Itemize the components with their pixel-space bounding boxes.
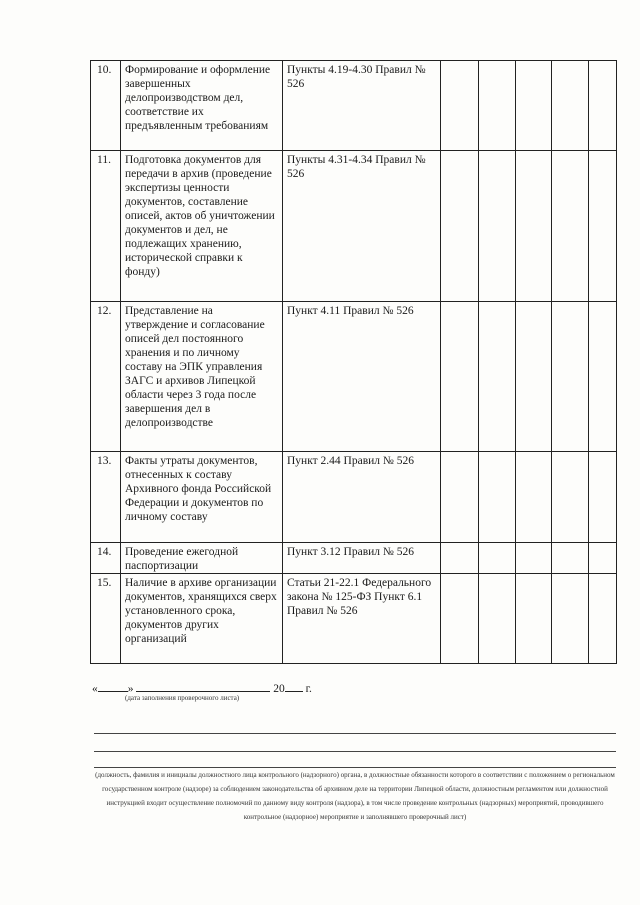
row-number: 11. <box>91 151 121 302</box>
requirement-reference: Пункт 3.12 Правил № 526 <box>283 543 441 574</box>
table-row <box>91 151 617 302</box>
answer-cell-yes[interactable] <box>441 61 479 151</box>
answer-cell-yes[interactable] <box>441 543 479 574</box>
requirement-subject: Факты утраты документов, отнесенных к составу Архивного фонда Российской Федерации и документов по личному составу <box>121 452 283 543</box>
answer-cell-yes[interactable] <box>441 452 479 543</box>
table-row <box>91 574 617 664</box>
answer-cell-extra[interactable] <box>552 302 589 452</box>
answer-cell-not-applicable[interactable] <box>516 574 552 664</box>
requirement-reference: Статьи 21-22.1 Федерального закона № 125-ФЗ Пункт 6.1 Правил № 526 <box>283 574 441 664</box>
table-row <box>91 452 617 543</box>
date-caption: (дата заполнения проверочного листа) <box>125 694 240 702</box>
requirement-reference: Пункт 2.44 Правил № 526 <box>283 452 441 543</box>
answer-cell-extra[interactable] <box>552 151 589 302</box>
requirement-subject: Формирование и оформление завершенных делопроизводством дел, соответствие их предъявленным требованиям <box>121 61 283 151</box>
year-prefix: 20 <box>273 683 285 695</box>
answer-cell-yes[interactable] <box>441 302 479 452</box>
table-row <box>91 302 617 452</box>
answer-cell-yes[interactable] <box>441 574 479 664</box>
row-number: 14. <box>91 543 121 574</box>
answer-cell-extra[interactable] <box>552 574 589 664</box>
signature-line-1[interactable] <box>94 733 616 734</box>
answer-cell-no[interactable] <box>479 302 516 452</box>
month-field[interactable] <box>136 679 270 692</box>
official-signature-caption: (должность, фамилия и инициалы должностного лица контрольного (надзорного) органа, в должностные обязанности которого в соответствии с положением о региональном государственном контроле (надзоре) за соблюдением законодательства об архивном деле на территории Липецкой области, должностным регламентом или должностной инструкцией входит осуществление полномочий по данному виду контроля (надзора), в том числе проведение контрольных (надзорных) мероприятий, проводившего контрольное (надзорное) мероприятие и заполнявшего проверочный лист) <box>95 771 615 821</box>
answer-cell-not-applicable[interactable] <box>516 543 552 574</box>
completion-date-line <box>92 679 312 695</box>
day-field[interactable] <box>98 679 128 692</box>
row-number: 15. <box>91 574 121 664</box>
requirement-reference: Пункты 4.31-4.34 Правил № 526 <box>283 151 441 302</box>
requirement-reference: Пункт 4.11 Правил № 526 <box>283 302 441 452</box>
answer-cell-no[interactable] <box>479 61 516 151</box>
answer-cell-note[interactable] <box>589 151 617 302</box>
requirement-reference: Пункты 4.19-4.30 Правил № 526 <box>283 61 441 151</box>
answer-cell-note[interactable] <box>589 574 617 664</box>
answer-cell-note[interactable] <box>589 302 617 452</box>
table-row <box>91 543 617 574</box>
quote-open: « <box>92 683 98 695</box>
checklist-table <box>90 60 617 664</box>
requirement-subject: Представление на утверждение и согласование описей дел постоянного хранения и по личному составу на ЭПК управления ЗАГС и архивов Липецкой области через 3 года после завершения дел в делопроизводстве <box>121 302 283 452</box>
row-number: 13. <box>91 452 121 543</box>
year-suffix: г. <box>305 683 312 695</box>
answer-cell-no[interactable] <box>479 543 516 574</box>
answer-cell-extra[interactable] <box>552 452 589 543</box>
requirement-subject: Подготовка документов для передачи в архив (проведение экспертизы ценности документов, составление описей, актов об уничтожении документов и дел, не подлежащих хранению, исторической справки к фонду) <box>121 151 283 302</box>
signature-line-2[interactable] <box>94 751 616 752</box>
answer-cell-not-applicable[interactable] <box>516 151 552 302</box>
answer-cell-not-applicable[interactable] <box>516 302 552 452</box>
table-row <box>91 61 617 151</box>
answer-cell-note[interactable] <box>589 61 617 151</box>
requirement-subject: Наличие в архиве организации документов, хранящихся сверх установленного срока, документов других организаций <box>121 574 283 664</box>
answer-cell-note[interactable] <box>589 452 617 543</box>
answer-cell-no[interactable] <box>479 151 516 302</box>
answer-cell-extra[interactable] <box>552 543 589 574</box>
answer-cell-not-applicable[interactable] <box>516 61 552 151</box>
answer-cell-yes[interactable] <box>441 151 479 302</box>
answer-cell-note[interactable] <box>589 543 617 574</box>
answer-cell-no[interactable] <box>479 574 516 664</box>
row-number: 12. <box>91 302 121 452</box>
answer-cell-no[interactable] <box>479 452 516 543</box>
answer-cell-extra[interactable] <box>552 61 589 151</box>
quote-close: » <box>127 683 134 695</box>
requirement-subject: Проведение ежегодной паспортизации <box>121 543 283 574</box>
row-number: 10. <box>91 61 121 151</box>
year-field[interactable] <box>285 679 303 692</box>
answer-cell-not-applicable[interactable] <box>516 452 552 543</box>
